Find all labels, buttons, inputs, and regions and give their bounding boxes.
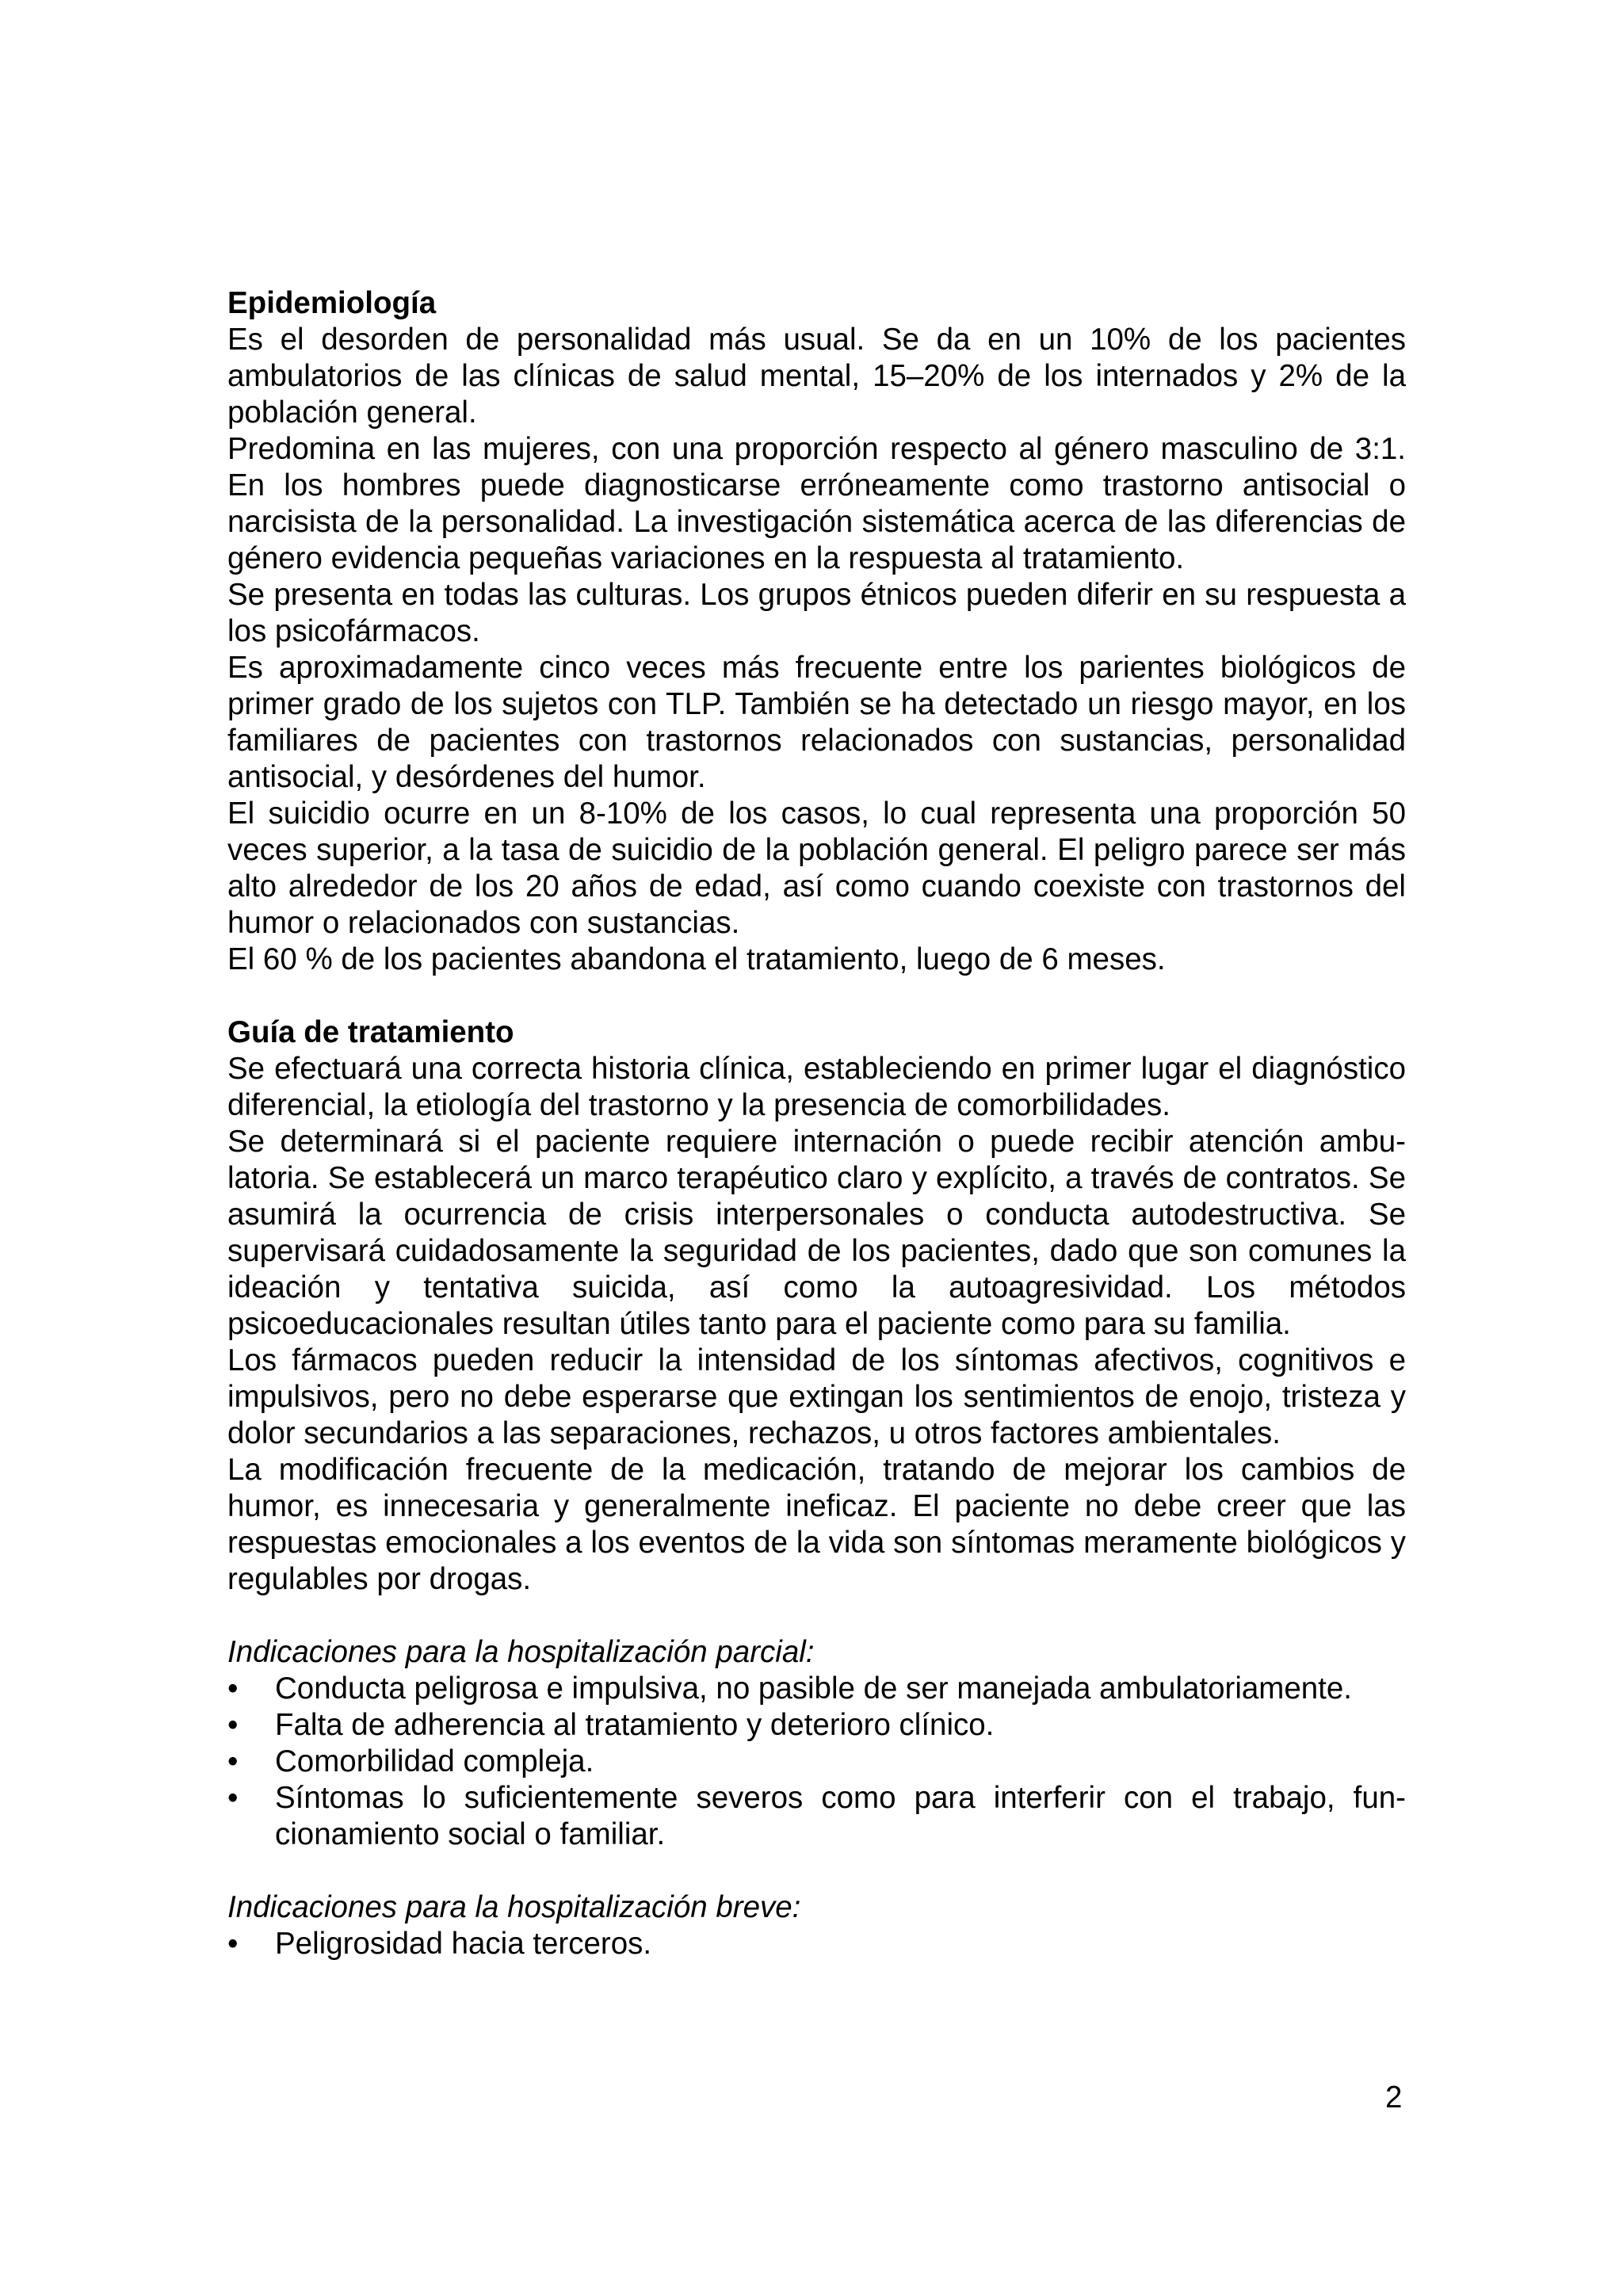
bullet-list-parcial: [227, 1671, 1406, 1853]
paragraph: Se determinará si el paciente requiere internación o puede recibir atención ambulatoria. Se establecerá un marco terapéutico claro y explícito, a través de contratos. Se asumirá la ocurrencia de crisis interpersonales o conducta autodestructiva. Se supervisará cuidadosamente la seguridad de los pacientes, dado que son comunes la ideación y tentativa suicida, así como la autoagresividad. Los métodos psicoeducacionales resultan útiles tanto para el paciente como para su familia.: [227, 1125, 1406, 1341]
paragraph: El suicidio ocurre en un 8-10% de los casos, lo cual representa una proporción 50 veces superior, a la tasa de suicidio de la población general. El peligro parece ser más alto alrededor de los 20 años de edad, así como cuando coexiste con trastornos del humor o relacionados con sustancias.: [227, 797, 1406, 940]
list-item-text: Falta de adherencia al tratamiento y deterioro clínico.: [275, 1708, 995, 1742]
bullet-icon: •: [227, 1781, 239, 1815]
list-item: [227, 1926, 1406, 1962]
list-item: [227, 1744, 1406, 1780]
document-page: [227, 285, 1406, 1962]
paragraph: El 60 % de los pacientes abandona el tratamiento, luego de 6 meses.: [227, 942, 1166, 976]
bullet-list-breve: [227, 1926, 1406, 1962]
list-item-text: Síntomas lo suficientemente severos como para interferir con el trabajo, funcionamiento social o familiar.: [275, 1781, 1406, 1851]
paragraph: Es el desorden de personalidad más usual. Se da en un 10% de los pacientes ambulatorios de las clínicas de salud mental, 15–20% de los internados y 2% de la población general.: [227, 323, 1406, 430]
spacer: [227, 978, 1406, 1014]
bullet-icon: •: [227, 1744, 239, 1778]
paragraph: Es aproximadamente cinco veces más frecuente entre los parientes biológicos de primer grado de los sujetos con TLP. También se ha detectado un riesgo mayor, en los familiares de pacientes con trastornos relacionados con sustancias, personalidad antisocial, y desórdenes del humor.: [227, 651, 1406, 794]
bullet-icon: •: [227, 1671, 239, 1706]
spacer: [227, 1853, 1406, 1889]
list-item-text: Peligrosidad hacia terceros.: [275, 1927, 652, 1961]
paragraph: La modificación frecuente de la medicación, tratando de mejorar los cambios de humor, es innecesaria y generalmente ineficaz. El paciente no debe creer que las respuestas emocionales a los eventos de la vida son síntomas meramente biológicos y regulables por drogas.: [227, 1453, 1406, 1596]
subsection-title-breve: Indicaciones para la hospitalización breve:: [227, 1890, 801, 1924]
paragraph: Se efectuará una correcta historia clínica, estableciendo en primer lugar el diagnóstico diferencial, la etiología del trastorno y la presencia de comorbilidades.: [227, 1052, 1406, 1122]
section-title-guia: Guía de tratamiento: [227, 1015, 514, 1049]
bullet-icon: •: [227, 1708, 239, 1742]
bullet-icon: •: [227, 1927, 239, 1961]
section-title-epidemiologia: Epidemiología: [227, 286, 437, 320]
list-item: [227, 1780, 1406, 1853]
list-item: [227, 1707, 1406, 1744]
subsection-title-parcial: Indicaciones para la hospitalización parcial:: [227, 1635, 815, 1669]
list-item-text: Conducta peligrosa e impulsiva, no pasible de ser manejada ambulatoriamente.: [275, 1671, 1352, 1706]
page-number: 2: [1385, 2080, 1403, 2115]
spacer: [227, 1598, 1406, 1634]
paragraph: Predomina en las mujeres, con una proporción respecto al género masculino de 3:1. En los hombres puede diagnosticarse erróneamente como trastorno antisocial o narcisista de la personalidad. La investigación sistemática acerca de las diferencias de género evidencia pequeñas variaciones en la respuesta al tratamiento.: [227, 432, 1406, 575]
paragraph: Los fármacos pueden reducir la intensidad de los síntomas afectivos, cognitivos e impulsivos, pero no debe esperarse que extingan los sentimientos de enojo, tristeza y dolor secundarios a las separaciones, rechazos, u otros factores ambientales.: [227, 1343, 1406, 1450]
paragraph: Se presenta en todas las culturas. Los grupos étnicos pueden diferir en su respuesta a los psicofármacos.: [227, 578, 1406, 648]
list-item-text: Comorbilidad compleja.: [275, 1744, 594, 1778]
list-item: [227, 1671, 1406, 1707]
